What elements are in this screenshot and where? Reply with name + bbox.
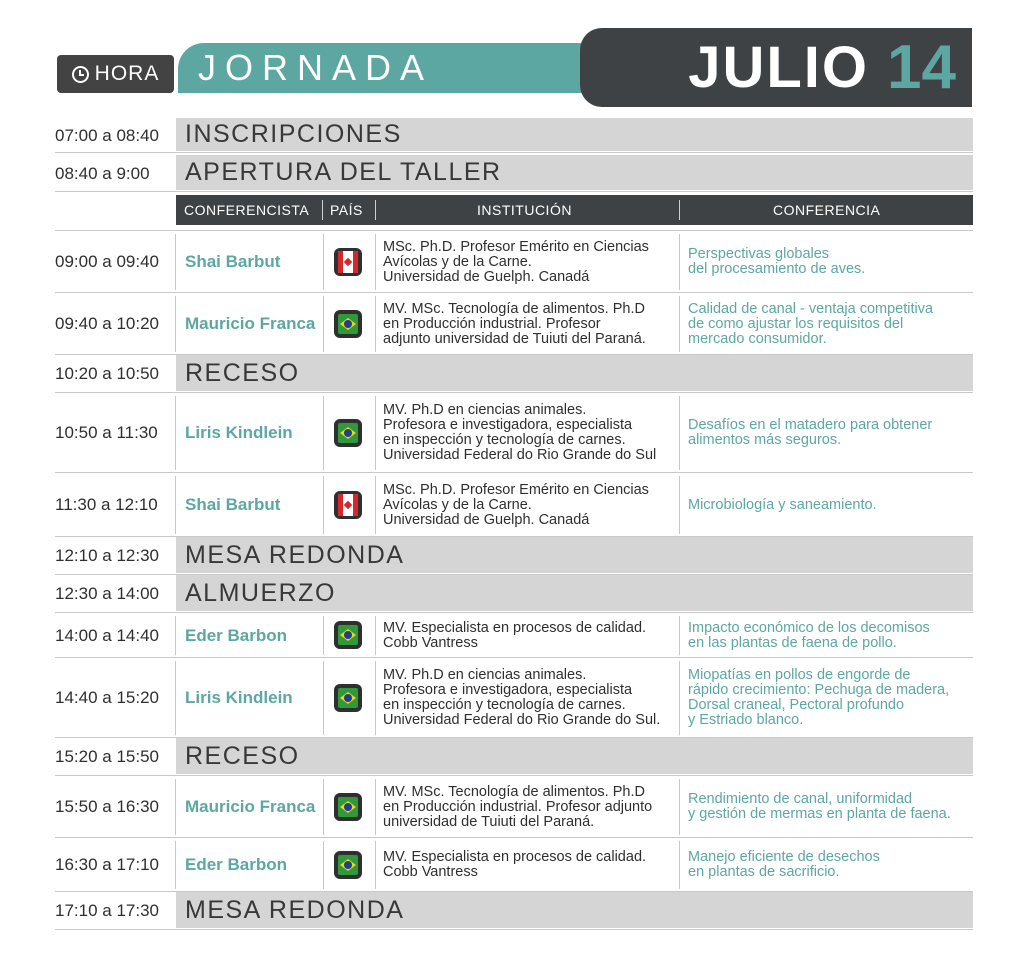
col-divider (679, 616, 680, 655)
header-institution: INSTITUCIÓN (477, 202, 572, 218)
institution-cell: MSc. Ph.D. Profesor Emérito en Ciencias Avícolas y de la Carne. Universidad de Guelph. Canadá (383, 481, 649, 528)
institution-cell: MSc. Ph.D. Profesor Emérito en Ciencias Avícolas y de la Carne. Universidad de Guelph. Canadá (383, 238, 649, 285)
header-speaker: CONFERENCISTA (184, 202, 310, 218)
header-separator (322, 200, 323, 220)
session-row (55, 231, 973, 293)
row-divider (55, 929, 973, 930)
col-divider (375, 616, 376, 655)
session-row (55, 393, 973, 473)
col-divider (375, 779, 376, 835)
col-divider (323, 476, 324, 534)
col-divider (679, 234, 680, 290)
jornada-label: JORNADA (198, 47, 434, 88)
session-row (55, 776, 973, 838)
time-label: 09:40 a 10:20 (55, 314, 159, 333)
col-divider (375, 661, 376, 735)
clock-icon (72, 66, 89, 83)
talk-cell: Miopatías en pollos de engorde de rápido crecimiento: Pechuga de madera, Dorsal craneal, Pectoral profundo y Estriado blanco. (688, 667, 950, 728)
col-divider (175, 476, 176, 534)
time-label: 15:20 a 15:50 (55, 747, 159, 766)
speaker-name: Eder Barbon (185, 855, 288, 874)
schedule-row (55, 537, 973, 575)
time-label: 08:40 a 9:00 (55, 163, 150, 183)
col-divider (175, 841, 176, 889)
col-divider (175, 296, 176, 352)
institution-cell: MV. Especialista en procesos de calidad. Cobb Vantress (383, 849, 647, 880)
col-divider (375, 234, 376, 290)
time-label: 12:30 a 14:00 (55, 584, 159, 603)
date-month: JULIO (688, 35, 870, 100)
brazil-flag-icon (334, 419, 362, 447)
row-divider (55, 152, 973, 153)
section-title: RECESO (185, 358, 300, 387)
col-divider (679, 396, 680, 470)
col-divider (175, 616, 176, 655)
canada-flag-icon (334, 248, 362, 276)
speaker-name: Liris Kindlein (185, 423, 293, 442)
schedule-row (55, 892, 973, 930)
talk-cell: Impacto económico de los decomisos en las plantas de faena de pollo. (688, 619, 930, 651)
speaker-name: Liris Kindlein (185, 688, 293, 707)
schedule-row (55, 118, 973, 153)
brazil-flag-icon (334, 310, 362, 338)
time-label: 16:30 a 17:10 (55, 855, 159, 874)
time-label: 17:10 a 17:30 (55, 901, 159, 920)
speaker-name: Mauricio Franca (185, 797, 316, 816)
col-divider (679, 661, 680, 735)
institution-cell: MV. MSc. Tecnología de alimentos. Ph.D en Producción industrial. Profesor adjunto universidad de Tuiuti del Paraná. (383, 300, 646, 347)
schedule-row (55, 575, 973, 613)
col-divider (375, 396, 376, 470)
section-title: APERTURA DEL TALLER (185, 158, 502, 186)
col-divider (679, 841, 680, 889)
hora-label: HORA (94, 62, 160, 85)
date-day: 14 (887, 33, 956, 102)
schedule-row (55, 355, 973, 393)
col-divider (175, 779, 176, 835)
speaker-name: Shai Barbut (185, 252, 281, 271)
hora-badge (57, 55, 174, 93)
section-title: INSCRIPCIONES (185, 120, 402, 148)
col-divider (323, 661, 324, 735)
section-title: MESA REDONDA (185, 895, 405, 924)
brazil-flag-icon (334, 851, 362, 879)
time-label: 09:00 a 09:40 (55, 252, 159, 271)
col-divider (375, 476, 376, 534)
session-row (55, 473, 973, 537)
time-label: 14:40 a 15:20 (55, 688, 159, 707)
table-header-row (55, 195, 973, 231)
talk-cell: Rendimiento de canal, uniformidad y gestión de mermas en planta de faena. (688, 791, 951, 822)
col-divider (323, 234, 324, 290)
talk-cell: Perspectivas globales del procesamiento de aves. (688, 246, 866, 277)
speaker-name: Eder Barbon (185, 625, 288, 645)
col-divider (175, 396, 176, 470)
time-label: 14:00 a 14:40 (55, 625, 159, 645)
institution-cell: MV. Ph.D en ciencias animales. Profesora e investigadora, especialista en inspección y tecnología de carnes. Universidad Federal do Rio Grande do Sul. (383, 667, 661, 728)
time-label: 11:30 a 12:10 (55, 495, 158, 514)
col-divider (323, 616, 324, 655)
institution-cell: MV. MSc. Tecnología de alimentos. Ph.D en Producción industrial. Profesor adjunto universidad de Tuiuti del Paraná. (383, 783, 653, 830)
schedule-row (55, 738, 973, 776)
session-row (55, 838, 973, 892)
col-divider (323, 296, 324, 352)
time-label: 07:00 a 08:40 (55, 125, 159, 145)
header-separator (679, 200, 680, 220)
header-country: PAÍS (330, 202, 363, 218)
col-divider (175, 234, 176, 290)
brazil-flag-icon (334, 684, 362, 712)
section-title: MESA REDONDA (185, 540, 405, 569)
row-divider (55, 191, 973, 192)
col-divider (679, 296, 680, 352)
session-row (55, 293, 973, 355)
talk-cell: Calidad de canal - ventaja competitiva de como ajustar los requisitos del mercado consumidor. (688, 300, 934, 347)
col-divider (323, 779, 324, 835)
session-row (55, 658, 973, 738)
talk-cell: Desafíos en el matadero para obtener alimentos más seguros. (688, 417, 933, 448)
brazil-flag-icon (334, 793, 362, 821)
section-title: ALMUERZO (185, 578, 336, 607)
col-divider (679, 476, 680, 534)
time-label: 15:50 a 16:30 (55, 797, 159, 816)
col-divider (323, 396, 324, 470)
canada-flag-icon (334, 491, 362, 519)
time-label: 12:10 a 12:30 (55, 546, 159, 565)
col-divider (323, 841, 324, 889)
col-divider (375, 841, 376, 889)
header-separator (375, 200, 376, 220)
institution-cell: MV. Especialista en procesos de calidad. Cobb Vantress (383, 619, 647, 651)
schedule-row (55, 155, 973, 192)
col-divider (175, 661, 176, 735)
col-divider (375, 296, 376, 352)
time-label: 10:20 a 10:50 (55, 364, 159, 383)
section-title: RECESO (185, 741, 300, 770)
time-label: 10:50 a 11:30 (55, 423, 158, 442)
session-row (55, 613, 973, 658)
talk-cell: Microbiología y saneamiento. (688, 496, 877, 513)
table-header (176, 195, 973, 225)
speaker-name: Shai Barbut (185, 495, 281, 514)
col-divider (679, 779, 680, 835)
speaker-name: Mauricio Franca (185, 314, 316, 333)
brazil-flag-icon (334, 621, 362, 649)
date-box (580, 28, 972, 107)
header-talk: CONFERENCIA (773, 202, 881, 218)
talk-cell: Manejo eficiente de desechos en plantas de sacrificio. (688, 849, 880, 880)
institution-cell: MV. Ph.D en ciencias animales. Profesora e investigadora, especialista en inspección y tecnología de carnes. Universidad Federal do Rio Grande do Sul (383, 402, 657, 463)
